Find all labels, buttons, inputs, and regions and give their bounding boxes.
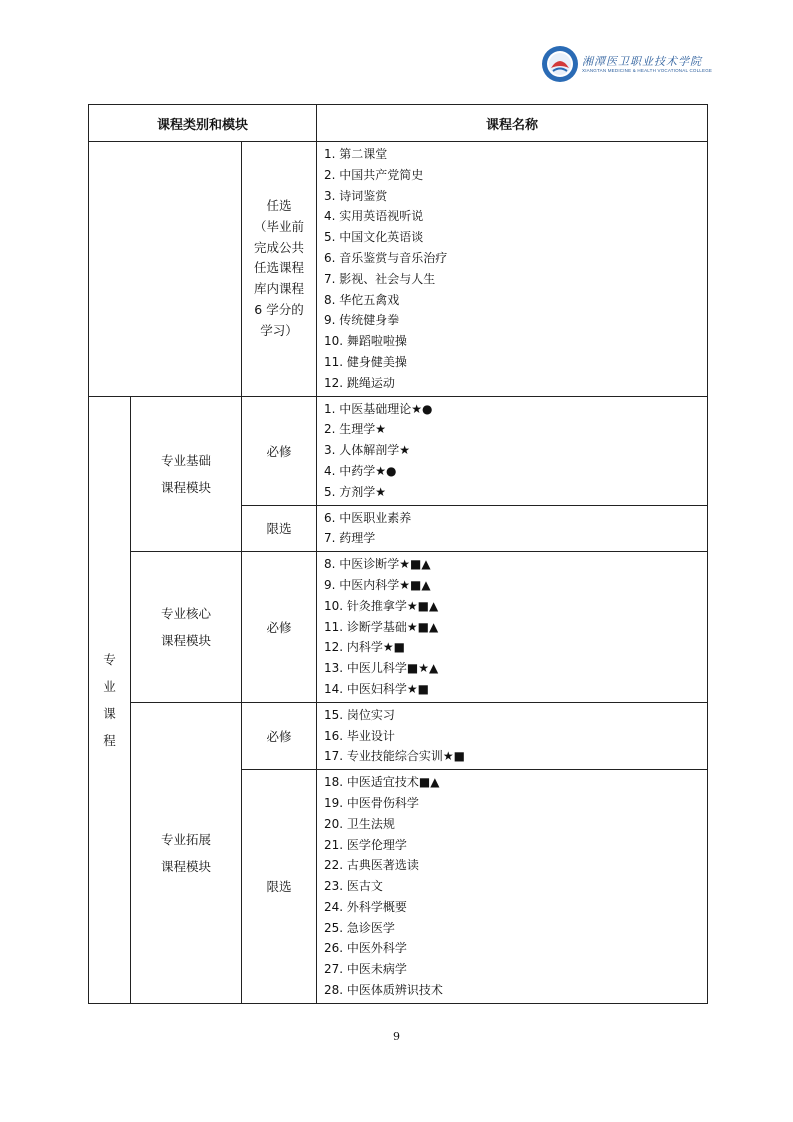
course-item: 10. 舞蹈啦啦操 bbox=[324, 334, 407, 349]
module-name-line: 专业拓展 bbox=[160, 831, 211, 847]
course-item: 9. 传统健身拳 bbox=[324, 313, 400, 328]
module-name-line: 课程模块 bbox=[160, 479, 211, 495]
course-item: 22. 古典医著选读 bbox=[324, 858, 419, 873]
course-item: 2. 中国共产党简史 bbox=[324, 167, 424, 182]
core-required-row bbox=[89, 552, 708, 703]
ext-required-row bbox=[89, 702, 708, 769]
course-item: 7. 影视、社会与人生 bbox=[324, 271, 436, 286]
course-item: 6. 音乐鉴赏与音乐治疗 bbox=[324, 250, 448, 265]
elective-requirement-note bbox=[242, 142, 317, 397]
course-item: 11. 健身健美操 bbox=[324, 354, 407, 369]
elective-note-line: 库内课程 bbox=[253, 281, 304, 297]
elective-note-line: 任选 bbox=[266, 197, 292, 213]
course-item: 5. 中国文化英语谈 bbox=[324, 230, 424, 245]
elective-course-list bbox=[317, 142, 708, 397]
course-item: 8. 中医诊断学★■▲ bbox=[324, 557, 431, 572]
module-name-line: 课程模块 bbox=[160, 632, 211, 648]
header-category: 课程类别和模块 bbox=[89, 105, 317, 142]
major-courses-label bbox=[89, 396, 131, 1003]
course-item: 9. 中医内科学★■▲ bbox=[324, 577, 431, 592]
course-item: 11. 诊断学基础★■▲ bbox=[324, 619, 439, 634]
course-item: 14. 中医妇科学★■ bbox=[324, 681, 429, 696]
college-emblem-icon bbox=[540, 44, 580, 84]
course-item: 1. 中医基础理论★● bbox=[324, 401, 433, 416]
course-item: 3. 人体解剖学★ bbox=[324, 443, 411, 458]
basic-required-row bbox=[89, 396, 708, 505]
course-item: 1. 第二课堂 bbox=[324, 147, 388, 161]
core-required-list bbox=[317, 552, 708, 703]
elective-note-line: 学习） bbox=[260, 322, 298, 338]
course-table bbox=[88, 104, 708, 1004]
course-item: 18. 中医适宜技术■▲ bbox=[324, 775, 440, 790]
course-item: 12. 内科学★■ bbox=[324, 640, 405, 655]
course-item: 28. 中医体质辨识技术 bbox=[324, 983, 443, 998]
basic-required-list bbox=[317, 396, 708, 505]
course-item: 10. 针灸推拿学★■▲ bbox=[324, 598, 439, 613]
module-name-line: 专业基础 bbox=[160, 452, 211, 468]
page-number: 9 bbox=[393, 1030, 400, 1043]
course-item: 23. 医古文 bbox=[324, 879, 383, 894]
elective-note-line: 完成公共 bbox=[253, 239, 304, 255]
logo-english-name: XIANGTAN MEDICINE & HEALTH VOCATIONAL COLLEGE bbox=[582, 68, 713, 73]
module-name-line: 专业核心 bbox=[160, 605, 211, 621]
course-item: 15. 岗位实习 bbox=[324, 707, 395, 722]
ext-required-label: 必修 bbox=[242, 702, 317, 769]
course-item: 20. 卫生法规 bbox=[324, 816, 395, 831]
course-item: 6. 中医职业素养 bbox=[324, 510, 412, 525]
course-item: 3. 诗词鉴赏 bbox=[324, 188, 388, 203]
course-item: 12. 跳绳运动 bbox=[324, 375, 395, 390]
module-name-line: 课程模块 bbox=[160, 858, 211, 874]
course-item: 16. 毕业设计 bbox=[324, 728, 395, 743]
core-required-label: 必修 bbox=[242, 552, 317, 703]
course-item: 25. 急诊医学 bbox=[324, 920, 395, 935]
course-item: 26. 中医外科学 bbox=[324, 941, 407, 956]
course-item: 24. 外科学概要 bbox=[324, 899, 407, 914]
course-item: 13. 中医儿科学■★▲ bbox=[324, 661, 439, 676]
ext-module-name bbox=[131, 702, 242, 1003]
elective-note-line: （毕业前 bbox=[253, 218, 304, 234]
header-course-name: 课程名称 bbox=[317, 105, 708, 142]
ext-limited-list bbox=[317, 770, 708, 1004]
major-label-char: 业 bbox=[103, 678, 116, 694]
basic-limited-label: 限选 bbox=[242, 505, 317, 552]
major-label-char: 课 bbox=[103, 705, 116, 721]
elective-note-line: 6 学分的 bbox=[254, 301, 304, 317]
logo-chinese-name: 湘潭医卫职业技术学院 bbox=[582, 55, 702, 68]
course-item: 27. 中医未病学 bbox=[324, 962, 407, 977]
course-item: 19. 中医骨伤科学 bbox=[324, 795, 419, 810]
elective-row bbox=[89, 142, 708, 397]
course-item: 5. 方剂学★ bbox=[324, 484, 387, 499]
course-item: 7. 药理学 bbox=[324, 531, 376, 546]
table-header-row bbox=[89, 105, 708, 142]
course-item: 2. 生理学★ bbox=[324, 422, 387, 437]
course-item: 8. 华佗五禽戏 bbox=[324, 292, 400, 307]
core-module-name bbox=[131, 552, 242, 703]
course-item: 17. 专业技能综合实训★■ bbox=[324, 749, 465, 764]
basic-module-name bbox=[131, 396, 242, 552]
major-label-char: 专 bbox=[103, 651, 116, 667]
basic-limited-list bbox=[317, 505, 708, 552]
ext-limited-label: 限选 bbox=[242, 770, 317, 1004]
elective-note-line: 任选课程 bbox=[253, 260, 304, 276]
ext-required-list bbox=[317, 702, 708, 769]
course-item: 4. 中药学★● bbox=[324, 463, 397, 478]
course-item: 4. 实用英语视听说 bbox=[324, 209, 424, 224]
major-label-char: 程 bbox=[103, 732, 116, 748]
course-item: 21. 医学伦理学 bbox=[324, 837, 407, 852]
elective-category-blank bbox=[89, 142, 242, 397]
basic-required-label: 必修 bbox=[242, 396, 317, 505]
